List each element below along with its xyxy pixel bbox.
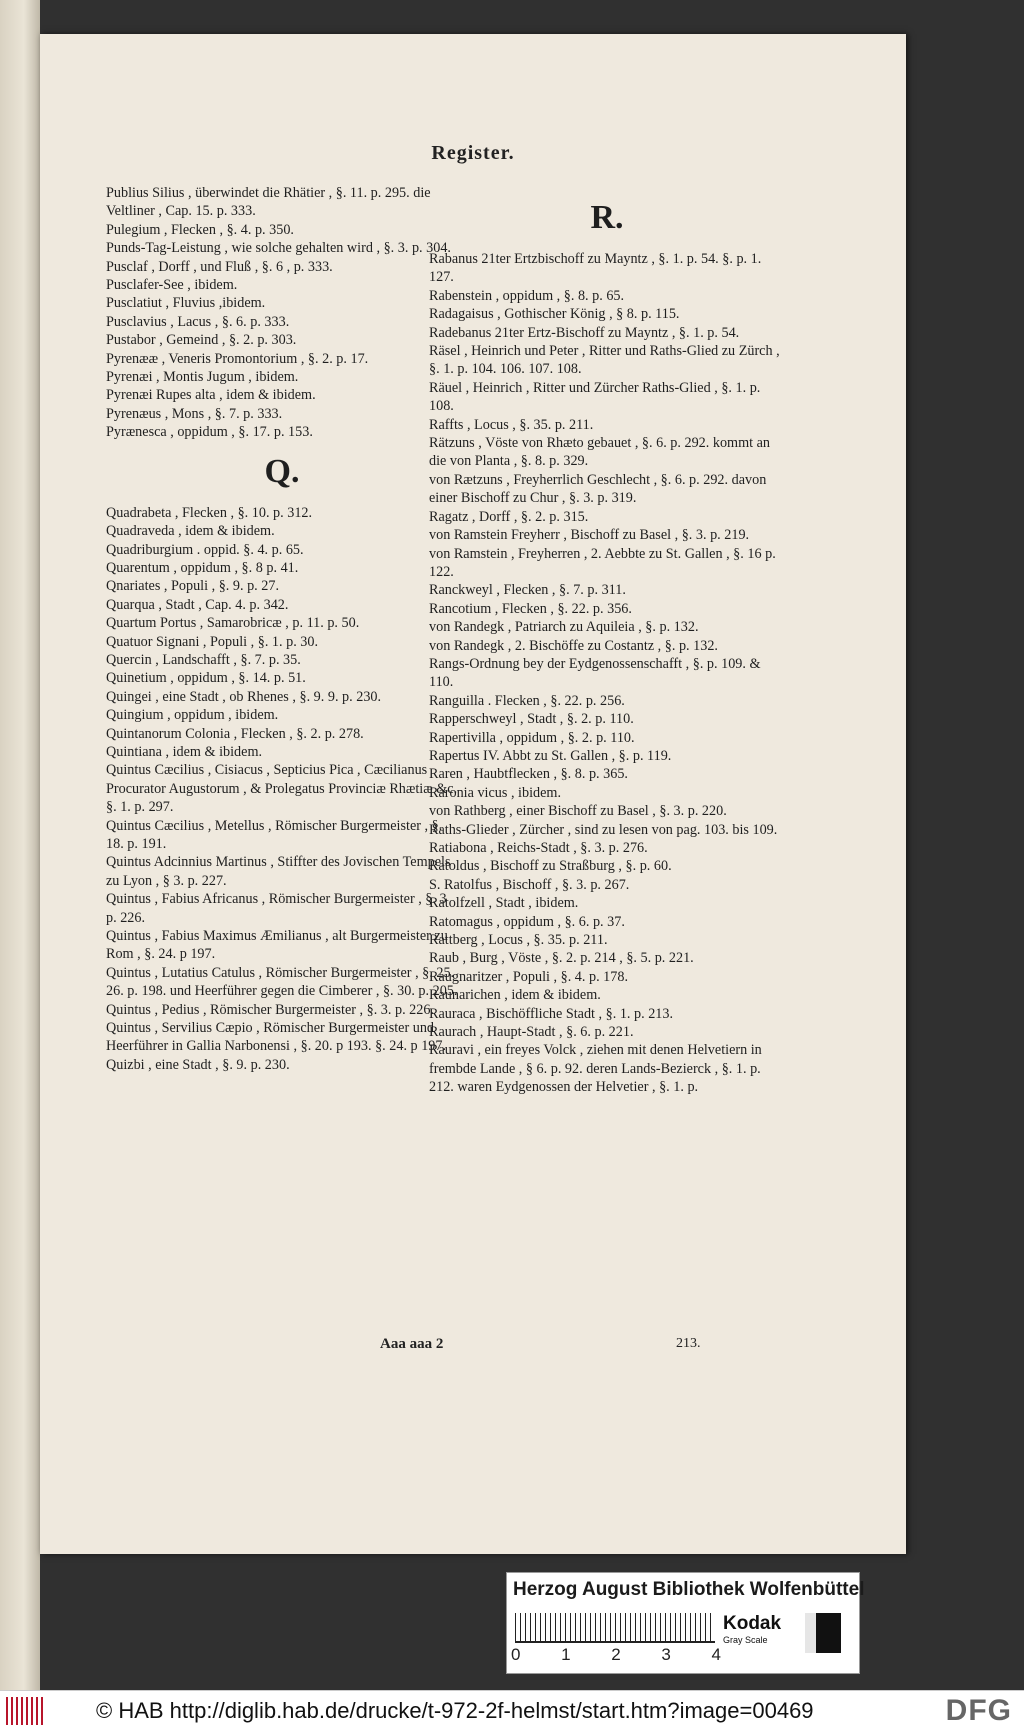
index-entry: Pyrenæi Rupes alta , idem & ibidem. [106,387,316,404]
index-entry: Rangs-Ordnung bey der Eydgenossenschafft , §. p. 109. & 110. [429,655,761,691]
index-entry: Pyrenæus , Mons , §. 7. p. 333. [106,405,283,422]
scale-ruler [515,1613,715,1643]
index-entry: Raurach , Haupt-Stadt , §. 6. p. 221. [429,1024,634,1041]
index-entry: Pyrænesca , oppidum , §. 17. p. 153. [106,424,313,441]
catchword: 213. [676,1336,701,1351]
scale-number: 0 [511,1645,521,1664]
hab-logo-icon [6,1697,46,1725]
index-entry: von Randegk , 2. Bischöffe zu Costantz , §. p. 132. [429,637,718,654]
kodak-brand: Kodak [723,1613,782,1634]
index-entry: Quadraveda , idem & ibidem. [106,523,275,540]
kodak-subtitle: Gray Scale [723,1635,768,1645]
index-entry: Räsel , Heinrich und Peter , Ritter und Raths-Glied zu Zürch , §. 1. p. 104. 106. 107. 108. [429,343,780,378]
index-entry: Publius Silius , überwindet die Rhätier , §. 11. p. 295. die Veltliner , Cap. 15. p. 333. [106,185,431,220]
index-entry: Quintus , Pedius , Römischer Burgermeister , §. 3. p. 226. [106,1001,434,1018]
index-entry: Quadriburgium . oppid. §. 4. p. 65. [106,541,304,558]
running-head: Register. [431,142,515,164]
index-entry: Quintanorum Colonia , Flecken , §. 2. p. 278. [106,725,364,742]
index-entry: S. Ratolfus , Bischoff , §. 3. p. 267. [429,876,630,893]
index-entry: Quizbi , eine Stadt , §. 9. p. 230. [106,1056,290,1073]
index-entry: Pusclatiut , Fluvius ,ibidem. [106,295,266,312]
index-entry: Raths-Glieder , Zürcher , sind zu lesen von pag. 103. bis 109. [429,821,778,838]
index-entry: Punds-Tag-Leistung , wie solche gehalten wird , §. 3. p. 304. [106,240,451,257]
index-entry: Raub , Burg , Vöste , §. 2. p. 214 , §. 5. p. 221. [429,950,694,967]
letter-q-heading: Q. [264,452,300,490]
footer-bar [0,1690,1024,1731]
index-entry: Ranckweyl , Flecken , §. 7. p. 311. [429,582,626,599]
index-entry: Quinetium , oppidum , §. 14. p. 51. [106,670,306,687]
entries-q [106,504,458,1075]
index-entry: Qnariates , Populi , §. 9. p. 27. [106,578,279,595]
index-entry: Rattberg , Locus , §. 35. p. 211. [429,932,608,949]
index-entry: Ratomagus , oppidum , §. 6. p. 37. [429,913,625,930]
index-entry: Rapertivilla , oppidum , §. 2. p. 110. [429,729,635,746]
index-entry: Quintus , Lutatius Catulus , Römischer Burgermeister , §. 25. 26. p. 198. und Heerführer gegen die Cimberer , §. 30. p. 205. [106,964,458,1000]
index-entry: Rätzuns , Vöste von Rhæto gebauet , §. 6. p. 292. kommt an die von Planta , §. 8. p. 329. [429,435,770,470]
signature-mark: Aaa aaa 2 [380,1336,444,1352]
index-entry: Raren , Haubtflecken , §. 8. p. 365. [429,766,628,783]
index-entry: Ratiabona , Reichs-Stadt , §. 3. p. 276. [429,840,648,856]
index-entry: von Ramstein Freyherr , Bischoff zu Basel , §. 3. p. 219. [429,527,750,544]
adjacent-page-edge [0,0,40,1690]
index-entry: Rancotium , Flecken , §. 22. p. 356. [429,600,632,617]
scale-number: 1 [561,1645,571,1664]
index-entry: Pulegium , Flecken , §. 4. p. 350. [106,221,294,238]
scale-number: 4 [711,1645,721,1664]
index-entry: Pustabor , Gemeind , §. 2. p. 303. [106,332,297,349]
index-entry: Pusclaf , Dorff , und Fluß , §. 6 , p. 333. [106,258,333,275]
index-entry: Pusclafer-See , ibidem. [106,277,238,294]
index-entry: Quingei , eine Stadt , ob Rhenes , §. 9. 9. p. 230. [106,688,382,705]
index-entry: Quatuor Signani , Populi , §. 1. p. 30. [106,633,319,650]
index-entry: Räuel , Heinrich , Ritter und Zürcher Raths-Glied , §. 1. p. 108. [429,379,761,415]
book-page [40,34,906,1554]
entries-p [106,184,458,442]
index-entry: Rapertus IV. Abbt zu St. Gallen , §. p. 119. [429,747,672,764]
index-entry: Quartum Portus , Samarobricæ , p. 11. p. 50. [106,615,360,632]
color-calibration-bar [506,1572,865,1674]
right-column [429,184,785,1097]
index-entry: Radagaisus , Gothischer König , § 8. p. 115. [429,306,680,323]
index-entry: Rabenstein , oppidum , §. 8. p. 65. [429,287,625,304]
index-entry: Quarentum , oppidum , §. 8 p. 41. [106,559,299,576]
left-column [106,184,458,1074]
index-entry: Raronia vicus , ibidem. [429,784,561,801]
index-entry: Ragatz , Dorff , §. 2. p. 315. [429,508,589,525]
index-entry: Quintiana , idem & ibidem. [106,743,263,760]
index-entry: Raugnaritzer , Populi , §. 4. p. 178. [429,968,628,985]
index-entry: Rapperschweyl , Stadt , §. 2. p. 110. [429,711,634,728]
index-entry: von Rathberg , einer Bischoff zu Basel , §. 3. p. 220. [429,803,727,820]
index-entry: von Ramstein , Freyherren , 2. Aebbte zu St. Gallen , §. 16 p. 122. [429,545,776,580]
index-entry: Quarqua , Stadt , Cap. 4. p. 342. [106,596,289,613]
index-entry: Pusclavius , Lacus , §. 6. p. 333. [106,313,290,330]
index-entry: Quintus , Fabius Africanus , Römischer Burgermeister , §. 3 p. 226. [106,891,447,926]
index-entry: Quingium , oppidum , ibidem. [106,707,279,724]
index-entry: Radebanus 21ter Ertz-Bischoff zu Mayntz , §. 1. p. 54. [429,324,740,341]
index-entry: Quadrabeta , Flecken , §. 10. p. 312. [106,504,313,521]
index-entry: Quintus , Servilius Cæpio , Römischer Burgermeister und Heerführer in Gallia Narbonensi , §. 20. p 193. §. 24. p 197. [106,1020,447,1055]
index-entry: Quintus Cæcilius , Metellus , Römischer Burgermeister , §. 18. p. 191. [106,817,443,852]
letter-r-heading: R. [590,199,624,236]
gray-swatch [805,1613,841,1653]
index-entry: Rabanus 21ter Ertzbischoff zu Mayntz , §. 1. p. 54. §. p. 1. 127. [429,251,762,286]
scale-number: 2 [611,1645,621,1664]
index-entry: Quintus Adcinnius Martinus , Stiffter des Jovischen Tempels zu Lyon , § 3. p. 227. [106,854,451,889]
dfg-logo: DFG [945,1694,1012,1727]
colorbar-title: Herzog August Bibliothek Wolfenbüttel [513,1579,865,1600]
index-entry: Quintus , Fabius Maximus Æmilianus , alt Burgermeister zu Rom , §. 24. p 197. [106,928,448,963]
index-entry: Quintus Cæcilius , Cisiacus , Septicius Pica , Cæcilianus Procurator Augustorum , & Prolegatus Provinciæ Rhætiæ &c. §. 1. p. 297. [106,762,458,816]
scale-number: 3 [661,1645,671,1664]
index-entry: Raffts , Locus , §. 35. p. 211. [429,416,594,433]
index-entry: Ratoldus , Bischoff zu Straßburg , §. p. 60. [429,858,672,875]
index-entry: Raunarichen , idem & ibidem. [429,987,601,1004]
index-entry: Ranguilla . Flecken , §. 22. p. 256. [429,692,625,709]
index-entry: von Rætzuns , Freyherrlich Geschlecht , §. 6. p. 292. davon einer Bischoff zu Chur , §. 3. p. 319. [429,471,767,507]
index-entry: Rauraca , Bischöffliche Stadt , §. 1. p. 213. [429,1005,674,1022]
footer-url-text[interactable]: © HAB http://diglib.hab.de/drucke/t-972-2f-helmst/start.htm?image=00469 [96,1698,814,1723]
scale-numbers [511,1645,721,1665]
entries-r [429,250,785,1097]
index-entry: Pyrenææ , Veneris Promontorium , §. 2. p. 17. [106,350,369,367]
index-entry: Rauravi , ein freyes Volck , ziehen mit denen Helvetiern in frembde Lande , § 6. p. 92. deren Lands-Bezierck , §. 1. p. 212. waren Eydgenossen der Helvetier , §. 1. p. [429,1042,762,1096]
index-entry: von Randegk , Patriarch zu Aquileia , §. p. 132. [429,619,699,636]
index-entry: Pyrenæi , Montis Jugum , ibidem. [106,369,299,386]
index-entry: Ratolfzell , Stadt , ibidem. [429,895,579,912]
index-entry: Quercin , Landschafft , §. 7. p. 35. [106,651,301,668]
